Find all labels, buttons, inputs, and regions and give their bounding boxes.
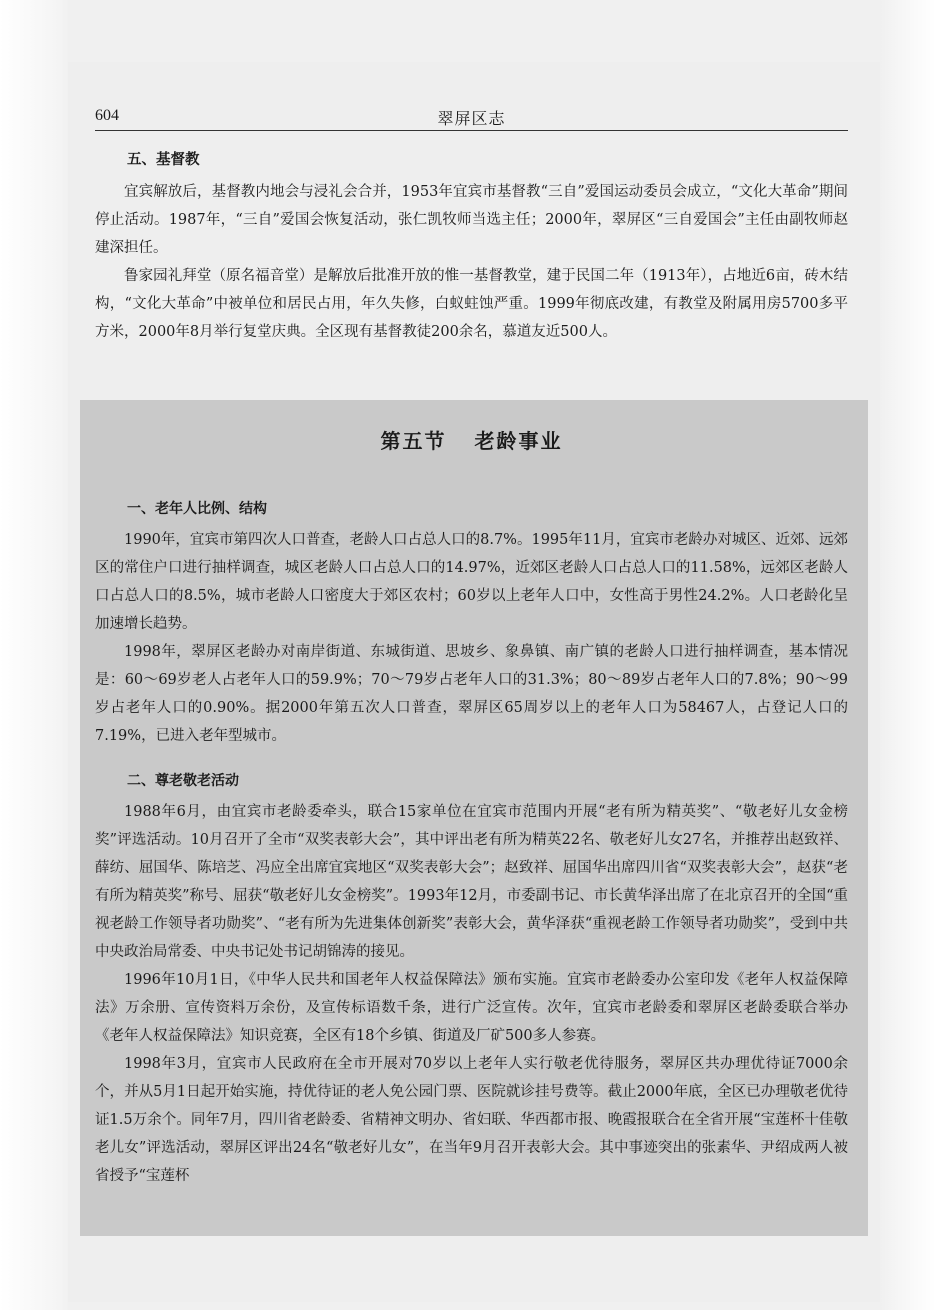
section-name: 老龄事业 [474, 429, 563, 453]
aging-affairs-section [95, 420, 848, 1190]
paragraph: 宜宾解放后，基督教内地会与浸礼会合并，1953年宜宾市基督教“三自”爱国运动委员会成立，“文化大革命”期间停止活动。1987年，“三自”爱国会恢复活动，张仁凯牧师当选主任；2000年，翠屏区“三自爱国会”主任由副牧师赵建深担任。 [95, 184, 848, 256]
paragraph: 鲁家园礼拜堂（原名福音堂）是解放后批准开放的惟一基督教堂，建于民国二年（1913年），占地近6亩，砖木结构，“文化大革命”中被单位和居民占用，年久失修，白蚁蛀蚀严重。1999年彻底改建，有教堂及附属用房5700多平方米，2000年8月举行复堂庆典。全区现有基督教徒200余名，慕道友近500人。 [95, 268, 848, 340]
subsection-heading-elderly-ratio: 一、老年人比例、结构 [127, 501, 267, 517]
paragraph: 1998年，翠屏区老龄办对南岸街道、东城街道、思坡乡、象鼻镇、南广镇的老龄人口进行抽样调查，基本情况是：60～69岁老人占老年人口的59.9%；70～79岁占老年人口的31.3%；80～89岁占老年人口的7.8%；90～99岁占老年人口的0.90%。据2000年第五次人口普查，翠屏区65周岁以上的老年人口为58467人，占登记人口的7.19%，已进入老年型城市。 [95, 644, 848, 744]
christianity-heading: 五、基督教 [127, 152, 200, 168]
paragraph: 1990年，宜宾市第四次人口普查，老龄人口占总人口的8.7%。1995年11月，宜宾市老龄办对城区、近郊、远郊区的常住户口进行抽样调查，城区老龄人口占总人口的14.97%，近郊区老龄人口占总人口的11.58%，远郊区老龄人口占总人口的8.5%，城市老龄人口密度大于郊区农村；60岁以上老年人口中，女性高于男性24.2%。人口老龄化呈加速增长趋势。 [95, 532, 848, 632]
paragraph: 1998年3月，宜宾市人民政府在全市开展对70岁以上老年人实行敬老优待服务，翠屏区共办理优待证7000余个，并从5月1日起开始实施，持优待证的老人免公园门票、医院就诊挂号费等。截止2000年底，全区已办理敬老优待证1.5万余个。同年7月，四川省老龄委、省精神文明办、省妇联、华西都市报、晚霞报联合在全省开展“宝莲杯十佳敬老儿女”评选活动，翠屏区评出24名“敬老好儿女”，在当年9月召开表彰大会。其中事迹突出的张素华、尹绍成两人被省授予“宝莲杯 [95, 1056, 848, 1184]
page-number: 604 [95, 107, 119, 124]
book-title: 翠屏区志 [437, 109, 506, 128]
christianity-section [95, 148, 848, 346]
paragraph: 1996年10月1日，《中华人民共和国老年人权益保障法》颁布实施。宜宾市老龄委办公室印发《老年人权益保障法》万余册、宣传资料万余份，及宣传标语数千条，进行广泛宣传。次年，宜宾市老龄委和翠屏区老龄委联合举办《老年人权益保障法》知识竞赛，全区有18个乡镇、街道及厂矿500多人参赛。 [95, 972, 848, 1044]
section-title [95, 424, 848, 458]
subsection-heading-respect-elderly: 二、尊老敬老活动 [127, 773, 239, 789]
section-number: 第五节 [380, 429, 447, 453]
running-header [95, 104, 848, 131]
paragraph: 1988年6月，由宜宾市老龄委牵头，联合15家单位在宜宾市范围内开展“老有所为精英奖”、“敬老好儿女金榜奖”评选活动。10月召开了全市“双奖表彰大会”，其中评出老有所为精英22名、敬老好儿女27名，并推荐出赵致祥、薛纺、屈国华、陈培芝、冯应全出席宜宾地区“双奖表彰大会”；赵致祥、屈国华出席四川省“双奖表彰大会”，赵获“老有所为精英奖”称号、屈获“敬老好儿女金榜奖”。1993年12月，市委副书记、市长黄华泽出席了在北京召开的全国“重视老龄工作领导者功勋奖”、“老有所为先进集体创新奖”表彰大会，黄华泽获“重视老龄工作领导者功勋奖”，受到中共中央政治局常委、中央书记处书记胡锦涛的接见。 [95, 804, 848, 960]
